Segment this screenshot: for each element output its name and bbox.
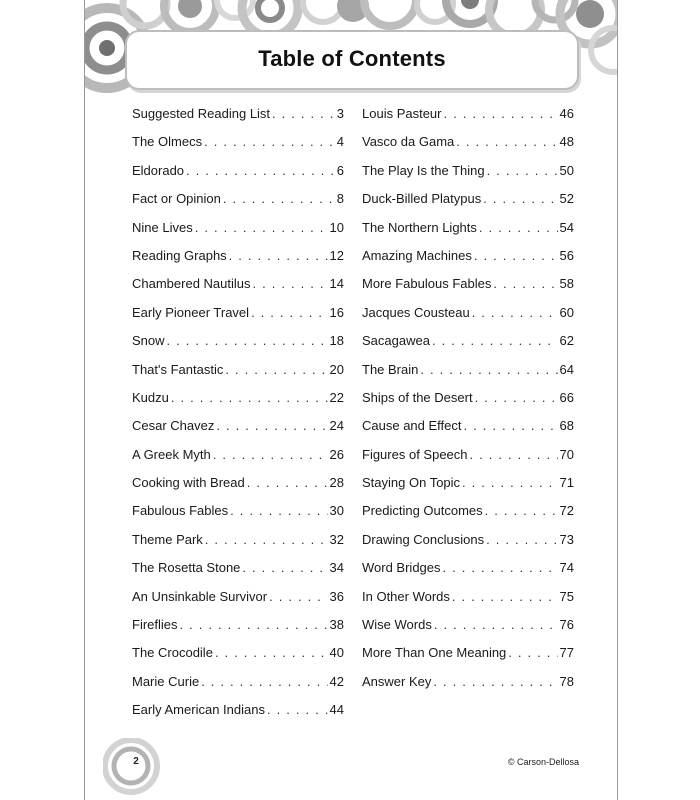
toc-entry	[132, 554, 344, 582]
dot-leader	[485, 497, 558, 525]
toc-entry	[132, 270, 344, 298]
toc-entry-page: 46	[559, 106, 574, 121]
toc-entry	[362, 242, 574, 270]
dot-leader	[483, 185, 557, 213]
toc-entry-page: 34	[329, 560, 344, 576]
toc-entry	[132, 299, 344, 327]
toc-column-right	[362, 100, 574, 696]
toc-entry	[132, 639, 344, 667]
toc-entry-title: Jacques Cousteau	[362, 304, 470, 320]
dot-leader	[464, 412, 558, 440]
toc-entry-page: 18	[329, 333, 344, 349]
dot-leader	[242, 554, 327, 582]
toc-entry	[362, 554, 574, 582]
toc-entry-title: More Than One Meaning	[362, 645, 507, 661]
dot-leader	[247, 469, 328, 497]
toc-entry-title: The Rosetta Stone	[132, 560, 241, 576]
dot-leader	[470, 441, 558, 469]
toc-column-left	[132, 100, 344, 725]
toc-entry-page: 28	[329, 475, 344, 491]
toc-entry-page: 78	[559, 673, 574, 689]
toc-entry-title: In Other Words	[362, 588, 450, 604]
toc-entry-page: 14	[329, 276, 344, 292]
dot-leader	[195, 214, 328, 242]
toc-entry	[132, 469, 344, 497]
toc-entry-page: 4	[336, 134, 344, 150]
toc-entry-title: Cesar Chavez	[132, 418, 215, 434]
toc-entry-page: 8	[336, 191, 344, 207]
toc-entry	[132, 611, 344, 639]
dot-leader	[272, 100, 335, 128]
toc-entry	[362, 327, 574, 355]
toc-entry-title: Drawing Conclusions	[362, 531, 485, 547]
page-title: Table of Contents	[258, 46, 446, 71]
toc-entry-title: Marie Curie	[132, 673, 200, 689]
toc-entry-page: 10	[329, 219, 344, 235]
toc-entry-page: 58	[559, 276, 574, 292]
toc-entry-page: 52	[559, 191, 574, 207]
dot-leader	[213, 441, 328, 469]
dot-leader	[456, 128, 557, 156]
dot-leader	[215, 639, 328, 667]
toc-entry-title: Wise Words	[362, 617, 432, 633]
dot-leader	[216, 412, 327, 440]
toc-entry-title: Duck-Billed Platypus	[362, 191, 482, 207]
toc-entry-page: 54	[559, 219, 574, 235]
toc-entry	[362, 128, 574, 156]
toc-entry	[132, 526, 344, 554]
toc-entry	[132, 214, 344, 242]
toc-entry-title: Cause and Effect	[362, 418, 462, 434]
toc-entry	[362, 412, 574, 440]
toc-entry-page: 26	[329, 446, 344, 462]
toc-entry	[362, 611, 574, 639]
toc-entry	[132, 128, 344, 156]
toc-entry	[362, 270, 574, 298]
toc-entry-title: Amazing Machines	[362, 247, 472, 263]
toc-entry	[132, 356, 344, 384]
toc-entry-page: 48	[559, 134, 574, 150]
toc-entry	[132, 185, 344, 213]
toc-entry-title: That's Fantastic	[132, 361, 224, 377]
copyright-text: © Carson-Dellosa	[507, 757, 579, 767]
dot-leader	[204, 128, 335, 156]
dot-leader	[267, 696, 328, 724]
dot-leader	[493, 270, 557, 298]
toc-entry-title: Early Pioneer Travel	[132, 304, 250, 320]
toc-entry-title: Cooking with Bread	[132, 475, 245, 491]
toc-entry	[362, 526, 574, 554]
toc-entry	[362, 441, 574, 469]
dot-leader	[472, 299, 558, 327]
toc-entry-page: 32	[329, 531, 344, 547]
toc-entry-page: 72	[559, 503, 574, 519]
toc-entry-title: A Greek Myth	[132, 446, 211, 462]
toc-entry-title: Fact or Opinion	[132, 191, 221, 207]
toc-entry-page: 3	[336, 106, 344, 121]
dot-leader	[487, 157, 558, 185]
document-page	[84, 0, 618, 800]
dot-leader	[420, 356, 557, 384]
toc-entry	[362, 299, 574, 327]
dot-leader	[223, 185, 335, 213]
toc-entry-title: Figures of Speech	[362, 446, 468, 462]
toc-entry	[132, 668, 344, 696]
toc-entry	[362, 639, 574, 667]
dot-leader	[443, 554, 558, 582]
toc-entry	[362, 497, 574, 525]
toc-entry-title: The Olmecs	[132, 134, 203, 150]
toc-entry	[132, 583, 344, 611]
toc-entry-title: Vasco da Gama	[362, 134, 455, 150]
toc-entry-page: 60	[559, 304, 574, 320]
dot-leader	[475, 384, 558, 412]
toc-entry	[132, 497, 344, 525]
title-banner	[125, 30, 579, 90]
toc-entry-page: 30	[329, 503, 344, 519]
toc-entry-page: 22	[329, 389, 344, 405]
toc-entry-page: 74	[559, 560, 574, 576]
toc-entry	[362, 214, 574, 242]
dot-leader	[434, 611, 558, 639]
dot-leader	[251, 299, 327, 327]
toc-entry	[362, 469, 574, 497]
dot-leader	[444, 100, 558, 128]
toc-entry-title: More Fabulous Fables	[362, 276, 492, 292]
dot-leader	[186, 157, 335, 185]
toc-entry-title: Fabulous Fables	[132, 503, 229, 519]
toc-entry-page: 76	[559, 617, 574, 633]
toc-entry-page: 20	[329, 361, 344, 377]
toc-entry-title: The Northern Lights	[362, 219, 477, 235]
toc-entry-title: The Crocodile	[132, 645, 213, 661]
toc-entry	[362, 668, 574, 696]
toc-entry-title: Chambered Nautilus	[132, 276, 251, 292]
toc-entry-page: 16	[329, 304, 344, 320]
page-number: 2	[133, 756, 139, 767]
toc-entry-title: Reading Graphs	[132, 247, 227, 263]
dot-leader	[229, 242, 328, 270]
toc-entry-title: An Unsinkable Survivor	[132, 588, 268, 604]
toc-entry-title: Eldorado	[132, 162, 185, 178]
toc-entry	[132, 412, 344, 440]
toc-entry-page: 77	[559, 645, 574, 661]
dot-leader	[201, 668, 327, 696]
toc-entry	[132, 157, 344, 185]
toc-entry	[132, 327, 344, 355]
dot-leader	[452, 583, 558, 611]
toc-entry-title: Kudzu	[132, 389, 169, 405]
toc-entry-page: 42	[329, 673, 344, 689]
dot-leader	[462, 469, 557, 497]
toc-entry	[362, 157, 574, 185]
toc-entry-title: Sacagawea	[362, 333, 430, 349]
toc-entry-title: Louis Pasteur	[362, 106, 442, 121]
dot-leader	[225, 356, 327, 384]
dot-leader	[486, 526, 557, 554]
toc-entry-title: Staying On Topic	[362, 475, 461, 491]
toc-entry-page: 64	[559, 361, 574, 377]
toc-entry	[362, 583, 574, 611]
toc-entry-page: 71	[559, 475, 574, 491]
toc-entry-page: 50	[559, 162, 574, 178]
toc-entry-page: 70	[559, 446, 574, 462]
toc-entry-page: 73	[559, 531, 574, 547]
toc-entry-title: Predicting Outcomes	[362, 503, 483, 519]
toc-entry-title: The Play Is the Thing	[362, 162, 485, 178]
dot-leader	[253, 270, 328, 298]
toc-entry-title: Answer Key	[362, 673, 432, 689]
toc-entry-page: 62	[559, 333, 574, 349]
toc-entry	[132, 384, 344, 412]
toc-entry	[362, 384, 574, 412]
toc-entry-page: 6	[336, 162, 344, 178]
toc-entry-title: Early American Indians	[132, 702, 265, 718]
toc-entry-page: 44	[329, 702, 344, 718]
dot-leader	[205, 526, 328, 554]
toc-entry-page: 66	[559, 389, 574, 405]
dot-leader	[508, 639, 557, 667]
toc-entry-title: Word Bridges	[362, 560, 441, 576]
toc-entry-title: The Brain	[362, 361, 419, 377]
toc-entry-title: Snow	[132, 333, 165, 349]
dot-leader	[479, 214, 558, 242]
dot-leader	[167, 327, 328, 355]
toc-entry	[362, 100, 574, 128]
page-number-circle-icon	[103, 738, 169, 800]
toc-entry-page: 12	[329, 247, 344, 263]
toc-entry-page: 24	[329, 418, 344, 434]
toc-entry-title: Fireflies	[132, 617, 178, 633]
toc-entry-page: 68	[559, 418, 574, 434]
toc-entry	[132, 441, 344, 469]
dot-leader	[269, 583, 327, 611]
toc-entry	[132, 696, 344, 724]
toc-entry	[362, 356, 574, 384]
toc-entry-page: 38	[329, 617, 344, 633]
dot-leader	[474, 242, 558, 270]
dot-leader	[433, 668, 557, 696]
toc-entry-title: Theme Park	[132, 531, 203, 547]
toc-entry-page: 40	[329, 645, 344, 661]
toc-entry	[132, 242, 344, 270]
dot-leader	[171, 384, 328, 412]
toc-entry-title: Suggested Reading List	[132, 106, 271, 121]
toc-entry-page: 36	[329, 588, 344, 604]
dot-leader	[180, 611, 328, 639]
dot-leader	[230, 497, 327, 525]
toc-entry-page: 75	[559, 588, 574, 604]
toc-entry-title: Nine Lives	[132, 219, 193, 235]
dot-leader	[432, 327, 558, 355]
toc-entry	[132, 100, 344, 128]
toc-entry-page: 56	[559, 247, 574, 263]
toc-entry-title: Ships of the Desert	[362, 389, 473, 405]
toc-entry	[362, 185, 574, 213]
